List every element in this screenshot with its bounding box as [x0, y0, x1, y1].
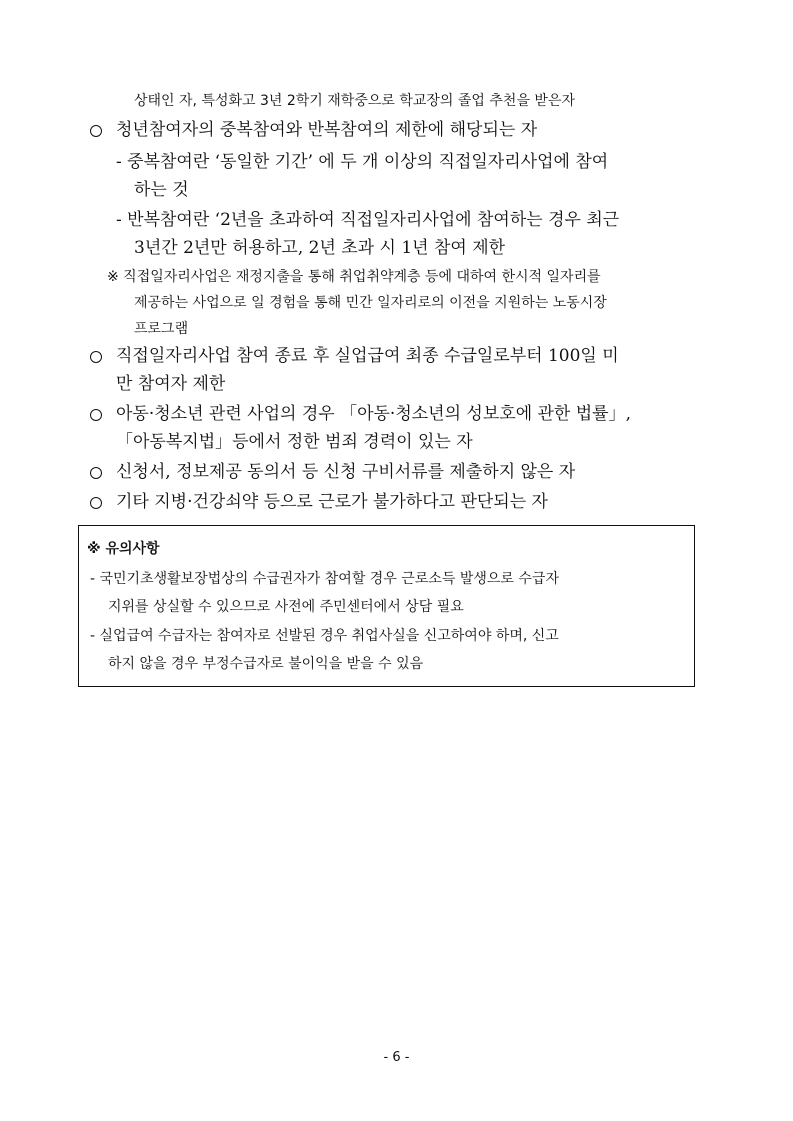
- item-health-unfit: 기타 지병·건강쇠약 등으로 근로가 불가하다고 판단되는 자: [116, 492, 548, 512]
- circle-bullet-icon: [90, 497, 102, 509]
- notice-title: ※ 유의사항: [87, 541, 160, 557]
- dash-item-repeat-definition: - 반복참여란 ‘2년을 초과하여 직접일자리사업에 참여하는 경우 최근: [116, 210, 620, 230]
- item-unemployment-benefit-restriction: 직접일자리사업 참여 종료 후 실업급여 최종 수급일로부터 100일 미: [116, 346, 619, 366]
- page-number: - 6 -: [383, 1050, 410, 1065]
- circle-bullet-icon: [90, 125, 102, 137]
- dash-item-duplicate-definition-cont: 하는 것: [134, 180, 189, 200]
- notice-item-unemployment-benefit-cont: 하지 않을 경우 부정수급자로 불이익을 받을 수 있음: [108, 656, 424, 672]
- item-child-youth-crime-record-cont: 「아동복지법」등에서 정한 범죄 경력이 있는 자: [116, 432, 473, 452]
- circle-bullet-icon: [90, 351, 102, 363]
- notice-item-unemployment-benefit: - 실업급여 수급자는 참여자로 선발된 경우 취업사실을 신고하여야 하며, 신고: [90, 628, 559, 644]
- note-direct-job-program-cont: 제공하는 사업으로 일 경험을 통해 민간 일자리로의 이전을 지원하는 노동시장: [134, 295, 607, 311]
- item-missing-documents: 신청서, 정보제공 동의서 등 신청 구비서류를 제출하지 않은 자: [116, 462, 576, 482]
- item-youth-duplicate-restriction: 청년참여자의 중복참여와 반복참여의 제한에 해당되는 자: [116, 120, 538, 140]
- item-child-youth-crime-record: 아동·청소년 관련 사업의 경우 「아동·청소년의 성보호에 관한 법률」,: [116, 404, 632, 424]
- notice-item-basic-livelihood-cont: 지위를 상실할 수 있으므로 사전에 주민센터에서 상담 필요: [108, 599, 464, 615]
- circle-bullet-icon: [90, 409, 102, 421]
- dash-item-duplicate-definition: - 중복참여란 ‘동일한 기간’ 에 두 개 이상의 직접일자리사업에 참여: [116, 152, 609, 172]
- circle-bullet-icon: [90, 467, 102, 479]
- note-direct-job-program-cont2: 프로그램: [134, 321, 189, 337]
- dash-item-repeat-definition-cont: 3년간 2년만 허용하고, 2년 초과 시 1년 참여 제한: [134, 238, 506, 258]
- note-direct-job-program: ※ 직접일자리사업은 재정지출을 통해 취업취약계층 등에 대하여 한시적 일자리를: [107, 269, 601, 285]
- item-unemployment-benefit-restriction-cont: 만 참여자 제한: [116, 374, 226, 394]
- notice-item-basic-livelihood: - 국민기초생활보장법상의 수급권자가 참여할 경우 근로소득 발생으로 수급자: [90, 571, 559, 587]
- text-line-continuation: 상태인 자, 특성화고 3년 2학기 재학중으로 학교장의 졸업 추천을 받은자: [134, 93, 575, 109]
